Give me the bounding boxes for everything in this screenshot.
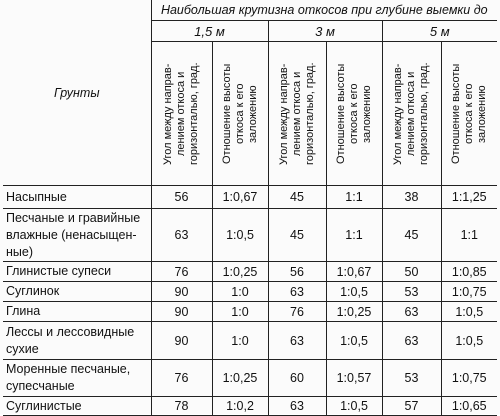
angle-cell: 63: [382, 302, 441, 322]
angle-cell: 60: [268, 360, 326, 397]
angle-cell: 63: [268, 397, 326, 416]
angle-cell: 53: [382, 282, 441, 302]
ratio-cell: 1:1: [326, 209, 382, 262]
angle-cell: 63: [382, 322, 441, 360]
depth-header-3: 5 м: [382, 21, 497, 42]
angle-cell: 45: [268, 209, 326, 262]
ratio-cell: 1:0,67: [212, 186, 268, 209]
ratio-cell: 1:0,85: [441, 262, 497, 282]
ratio-cell: 1:1,25: [441, 186, 497, 209]
table-row: [3, 186, 497, 209]
ratio-cell: 1:0,25: [212, 262, 268, 282]
angle-cell: 45: [268, 186, 326, 209]
table-row: [3, 322, 497, 360]
soil-cell: Глина: [3, 302, 151, 322]
angle-header-3: [382, 42, 441, 186]
table-row: [3, 282, 497, 302]
soil-cell: Суглинистые: [3, 397, 151, 416]
angle-header-2: [268, 42, 326, 186]
ratio-cell: 1:0,75: [441, 282, 497, 302]
angle-cell: 76: [268, 302, 326, 322]
ratio-cell: 1:0,25: [212, 360, 268, 397]
ratio-header-text: Отношение высоты откоса к его заложению: [220, 63, 259, 164]
slope-steepness-table: [3, 0, 497, 416]
table-row: [3, 360, 497, 397]
angle-cell: 53: [382, 360, 441, 397]
angle-cell: 56: [268, 262, 326, 282]
angle-cell: 90: [151, 302, 212, 322]
angle-header-text: Угол между направ- лением откоса и горизонталью, град.: [162, 62, 200, 165]
angle-cell: 45: [382, 209, 441, 262]
soil-cell: Моренные песчаные, супесчаные: [3, 360, 151, 397]
ratio-cell: 1:0,5: [212, 209, 268, 262]
ratio-cell: 1:0: [212, 302, 268, 322]
steepness-group-header: Наибольшая крутизна откосов при глубине выемки до: [151, 0, 497, 21]
angle-header-text: Угол между направ- лением откоса и горизонталью, град.: [392, 62, 430, 165]
ratio-cell: 1:0,67: [326, 262, 382, 282]
ratio-cell: 1:0,5: [441, 302, 497, 322]
ratio-cell: 1:0,5: [326, 397, 382, 416]
angle-cell: 76: [151, 360, 212, 397]
depth-header-1: 1,5 м: [151, 21, 268, 42]
angle-cell: 56: [151, 186, 212, 209]
ratio-cell: 1:0: [212, 282, 268, 302]
angle-cell: 50: [382, 262, 441, 282]
soil-cell: Глинистые супеси: [3, 262, 151, 282]
soil-cell: Песчаные и гравийные влажные (ненасыщен-ные): [3, 209, 151, 262]
ratio-header-text: Отношение высоты откоса к его заложению: [334, 63, 373, 164]
soil-column-header: Грунты: [3, 0, 151, 186]
angle-cell: 78: [151, 397, 212, 416]
ratio-header-1: [212, 42, 268, 186]
soil-cell: Насыпные: [3, 186, 151, 209]
table-row: [3, 302, 497, 322]
ratio-cell: 1:0,5: [441, 322, 497, 360]
angle-cell: 90: [151, 322, 212, 360]
table-row: [3, 262, 497, 282]
angle-cell: 76: [151, 262, 212, 282]
ratio-cell: 1:0,2: [212, 397, 268, 416]
ratio-cell: 1:1: [326, 186, 382, 209]
ratio-cell: 1:1: [441, 209, 497, 262]
angle-cell: 63: [151, 209, 212, 262]
ratio-cell: 1:0,5: [326, 282, 382, 302]
soil-cell: Суглинок: [3, 282, 151, 302]
ratio-cell: 1:0,57: [326, 360, 382, 397]
table-row: [3, 209, 497, 262]
ratio-cell: 1:0,25: [326, 302, 382, 322]
soil-cell: Лессы и лессовидные сухие: [3, 322, 151, 360]
ratio-header-text: Отношение высоты откоса к его заложению: [449, 63, 488, 164]
angle-cell: 63: [268, 322, 326, 360]
ratio-cell: 1:0: [212, 322, 268, 360]
angle-cell: 38: [382, 186, 441, 209]
depth-header-2: 3 м: [268, 21, 382, 42]
ratio-cell: 1:0,5: [326, 322, 382, 360]
ratio-cell: 1:0,75: [441, 360, 497, 397]
table-row: [3, 397, 497, 416]
angle-header-text: Угол между направ- лением откоса и горизонталью, град.: [277, 62, 316, 165]
ratio-header-3: [441, 42, 497, 186]
angle-cell: 63: [268, 282, 326, 302]
angle-cell: 57: [382, 397, 441, 416]
angle-cell: 90: [151, 282, 212, 302]
ratio-cell: 1:0,65: [441, 397, 497, 416]
ratio-header-2: [326, 42, 382, 186]
angle-header-1: [151, 42, 212, 186]
